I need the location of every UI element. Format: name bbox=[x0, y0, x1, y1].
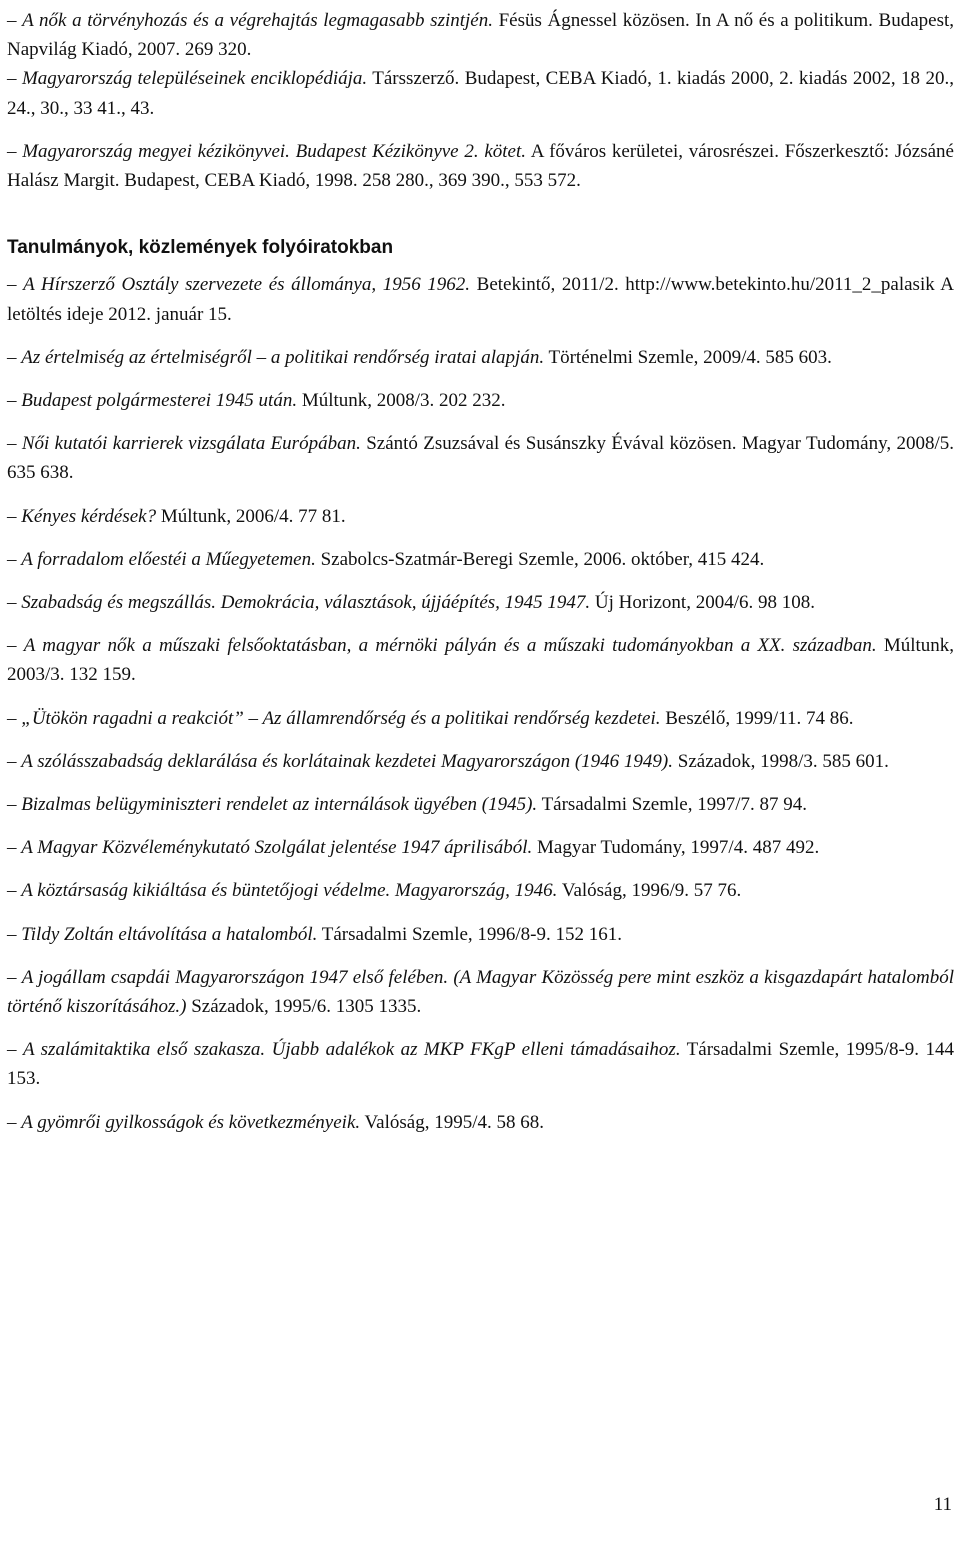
entry-title: „Ütökön ragadni a reakciót” – Az államrendőrség és a politikai rendőrség kezdetei. bbox=[21, 707, 661, 729]
entry-title: A szalámitaktika első szakasza. Újabb adalékok az MKP FKgP elleni támadásaihoz. bbox=[22, 1039, 681, 1061]
entry-dash: – bbox=[7, 274, 17, 296]
entry-title: Magyarország településeinek enciklopédiája. bbox=[21, 68, 368, 90]
entry-title: Szabadság és megszállás. Demokrácia, választások, újjáépítés, 1945 1947. bbox=[21, 592, 591, 614]
page-number: 11 bbox=[933, 1494, 952, 1515]
entry-dash: – bbox=[7, 707, 17, 729]
article-list bbox=[7, 270, 954, 1136]
list-item bbox=[7, 1108, 954, 1137]
entry-title: A forradalom előestéi a Műegyetemen. bbox=[21, 548, 316, 570]
entry-details: Szabolcs-Szatmár-Beregi Szemle, 2006. október, 415 424. bbox=[315, 548, 765, 570]
entry-title: A Magyar Közvéleménykutató Szolgálat jelentése 1947 áprilisából. bbox=[21, 837, 533, 859]
entry-title: Kényes kérdések? bbox=[21, 505, 157, 527]
entry-title: Az értelmiség az értelmiségről – a politikai rendőrség iratai alapján. bbox=[21, 346, 545, 368]
entry-details: Magyar Tudomány, 1997/4. 487 492. bbox=[532, 837, 820, 859]
entry-dash: – bbox=[7, 592, 17, 614]
entry-title: Tildy Zoltán eltávolítása a hatalomból. bbox=[21, 923, 318, 945]
list-item bbox=[7, 270, 954, 328]
entry-dash: – bbox=[7, 923, 17, 945]
list-item bbox=[7, 588, 954, 617]
entry-dash: – bbox=[7, 433, 17, 455]
entry-details: Társszerző. Budapest, CEBA Kiadó, 1. kiadás 2000, 2. kiadás 2002, 18 20., 24., 30., 33 41., 43. bbox=[7, 68, 954, 119]
entry-title: Budapest polgármesterei 1945 után. bbox=[21, 390, 298, 412]
entry-details: Szántó Zsuzsával és Susánszky Évával közösen. Magyar Tudomány, 2008/5. 635 638. bbox=[7, 433, 954, 484]
list-item bbox=[7, 429, 954, 487]
entry-details: Új Horizont, 2004/6. 98 108. bbox=[590, 592, 815, 614]
entry-title: A nők a törvényhozás és a végrehajtás legmagasabb szintjén. bbox=[22, 10, 493, 31]
entry-title: Magyarország megyei kézikönyvei. Budapest Kézikönyve 2. kötet. bbox=[22, 140, 527, 162]
entry-dash: – bbox=[7, 750, 17, 772]
entry-dash: – bbox=[7, 390, 17, 412]
list-item bbox=[7, 64, 954, 122]
entry-dash: – bbox=[7, 68, 17, 90]
list-item bbox=[7, 963, 954, 1021]
book-list bbox=[7, 6, 954, 195]
entry-details: Beszélő, 1999/11. 74 86. bbox=[660, 707, 854, 729]
entry-details: Századok, 1995/6. 1305 1335. bbox=[186, 996, 422, 1018]
document-page bbox=[7, 6, 954, 1137]
entry-dash: – bbox=[7, 10, 17, 31]
list-item bbox=[7, 833, 954, 862]
list-item bbox=[7, 137, 954, 195]
list-item bbox=[7, 1035, 954, 1093]
entry-dash: – bbox=[7, 548, 17, 570]
entry-details: Történelmi Szemle, 2009/4. 585 603. bbox=[544, 346, 832, 368]
entry-dash: – bbox=[7, 880, 17, 902]
entry-details: Múltunk, 2003/3. 132 159. bbox=[7, 635, 955, 686]
entry-details: Múltunk, 2006/4. 77 81. bbox=[156, 505, 346, 527]
entry-title: Bizalmas belügyminiszteri rendelet az internálások ügyében (1945). bbox=[21, 794, 538, 816]
list-item bbox=[7, 704, 954, 733]
entry-details: Múltunk, 2008/3. 202 232. bbox=[297, 390, 506, 412]
list-item bbox=[7, 631, 954, 689]
entry-dash: – bbox=[7, 1111, 17, 1133]
entry-details: Társadalmi Szemle, 1996/8-9. 152 161. bbox=[317, 923, 623, 945]
list-item bbox=[7, 920, 954, 949]
entry-title: A magyar nők a műszaki felsőoktatásban, a mérnöki pályán és a műszaki tudományokban a XX. században. bbox=[23, 635, 877, 657]
entry-title: A Hírszerző Osztály szervezete és állománya, 1956 1962. bbox=[23, 274, 471, 296]
list-item bbox=[7, 790, 954, 819]
list-item bbox=[7, 386, 954, 415]
list-item bbox=[7, 747, 954, 776]
entry-dash: – bbox=[7, 966, 17, 988]
entry-title: A szólásszabadság deklarálása és korlátainak kezdetei Magyarországon (1946 1949). bbox=[21, 750, 674, 772]
list-item bbox=[7, 876, 954, 905]
entry-dash: – bbox=[7, 346, 17, 368]
entry-details: Valóság, 1996/9. 57 76. bbox=[557, 880, 742, 902]
entry-dash: – bbox=[7, 635, 17, 657]
entry-details: A főváros kerületei, városrészei. Főszerkesztő: Józsáné Halász Margit. Budapest, CEBA Kiadó, 1998. 258 280., 369 390., 553 572. bbox=[7, 140, 954, 192]
list-item bbox=[7, 343, 954, 372]
entry-title: A gyömrői gyilkosságok és következményeik. bbox=[21, 1111, 361, 1133]
list-item bbox=[7, 545, 954, 574]
entry-details: Társadalmi Szemle, 1997/7. 87 94. bbox=[537, 794, 807, 816]
entry-details: Betekintő, 2011/2. http://www.betekinto.hu/2011_2_palasik A letöltés ideje 2012. január 15. bbox=[7, 274, 954, 325]
list-item bbox=[7, 6, 954, 64]
entry-title: A köztársaság kikiáltása és büntetőjogi védelme. Magyarország, 1946. bbox=[21, 880, 558, 902]
section-heading: Tanulmányok, közlemények folyóiratokban bbox=[7, 237, 394, 259]
entry-title: A jogállam csapdái Magyarországon 1947 első felében. (A Magyar Közösség pere mint eszköz a kisgazdapárt hatalomból történő kiszorításához.) bbox=[7, 966, 955, 1018]
entry-title: Női kutatói karrierek vizsgálata Európában. bbox=[21, 433, 361, 455]
entry-dash: – bbox=[7, 1039, 17, 1061]
entry-dash: – bbox=[7, 794, 17, 816]
entry-dash: – bbox=[7, 837, 17, 859]
entry-dash: – bbox=[7, 140, 17, 162]
entry-details: Fésüs Ágnessel közösen. In A nő és a politikum. Budapest, Napvilág Kiadó, 2007. 269 320. bbox=[7, 10, 954, 61]
entry-details: Századok, 1998/3. 585 601. bbox=[673, 750, 889, 772]
list-item bbox=[7, 502, 954, 531]
entry-details: Társadalmi Szemle, 1995/8-9. 144 153. bbox=[7, 1039, 954, 1090]
entry-details: Valóság, 1995/4. 58 68. bbox=[360, 1111, 544, 1133]
entry-dash: – bbox=[7, 505, 17, 527]
